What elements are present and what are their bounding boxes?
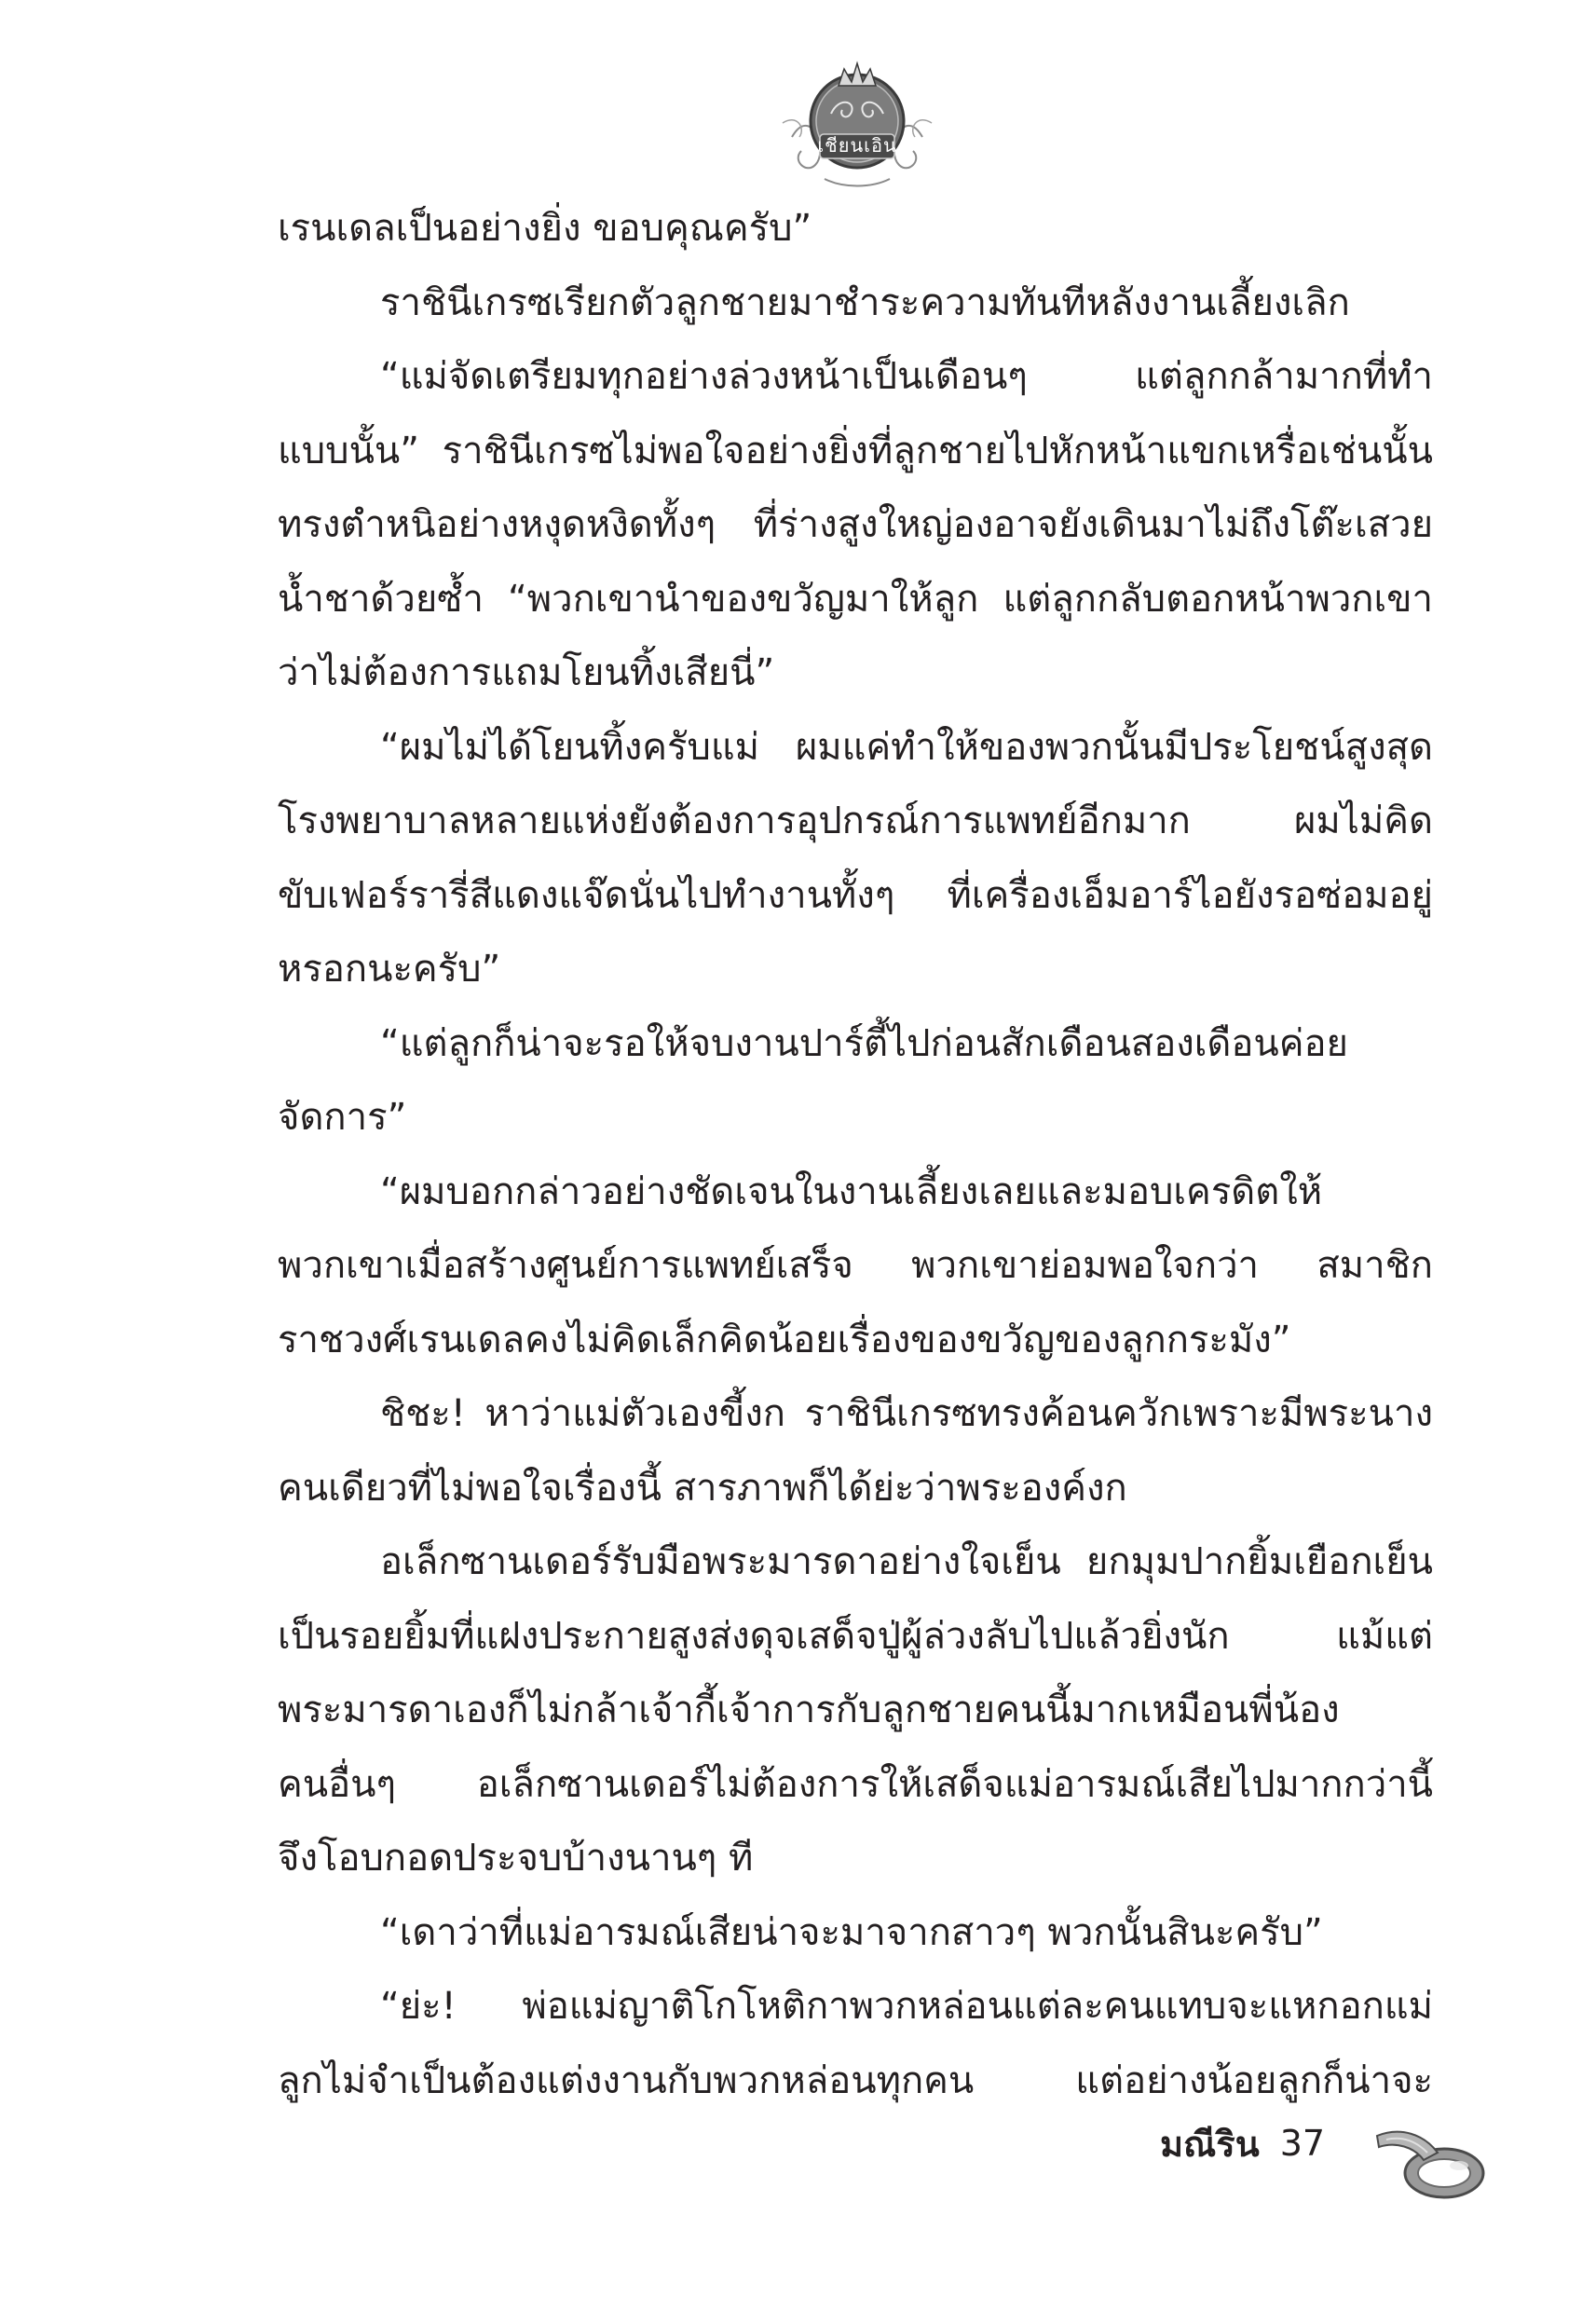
text-line: ทรงตำหนิอย่างหงุดหงิดทั้งๆ ที่ร่างสูงใหญ่องอาจยังเดินมาไม่ถึงโต๊ะเสวย: [278, 503, 1433, 546]
page-number: 37: [1279, 2123, 1326, 2164]
emblem-text: เชียนเอิน: [817, 134, 897, 157]
text-line: แบบนั้น” ราชินีเกรซไม่พอใจอย่างยิ่งที่ลูกชายไปหักหน้าแขกเหรื่อเช่นนั้น: [278, 429, 1433, 472]
text-line: ราชินีเกรซเรียกตัวลูกชายมาชำระความทันทีหลังงานเลี้ยงเลิก: [380, 280, 1350, 324]
text-line: โรงพยาบาลหลายแห่งยังต้องการอุปกรณ์การแพทย์อีกมาก ผมไม่คิด: [278, 800, 1433, 842]
decorative-crest-icon: [773, 48, 941, 188]
ring-ornament-icon: [1358, 2108, 1498, 2210]
text-line: ว่าไม่ต้องการแถมโยนทิ้งเสียนี่”: [278, 651, 775, 694]
body-text: [278, 192, 1433, 2118]
text-line: จัดการ”: [278, 1096, 407, 1139]
footer-title: มณีริน: [1160, 2123, 1260, 2165]
text-line: คนอื่นๆ อเล็กซานเดอร์ไม่ต้องการให้เสด็จแม่อารมณ์เสียไปมากกว่านี้: [278, 1762, 1433, 1806]
text-line: “ผมไม่ได้โยนทิ้งครับแม่ ผมแค่ทำให้ของพวกนั้นมีประโยชน์สูงสุด: [380, 725, 1433, 769]
text-line: ชิชะ! หาว่าแม่ตัวเองขี้งก ราชินีเกรซทรงค้อนควักเพราะมีพระนาง: [380, 1392, 1433, 1435]
text-line: ขับเฟอร์รารี่สีแดงแจ๊ดนั่นไปทำงานทั้งๆ ที่เครื่องเอ็มอาร์ไอยังรอซ่อมอยู่: [278, 873, 1433, 917]
text-line: จึงโอบกอดประจบบ้างนานๆ ที: [278, 1837, 754, 1880]
text-line: “แม่จัดเตรียมทุกอย่างล่วงหน้าเป็นเดือนๆ แต่ลูกกล้ามากที่ทำ: [380, 355, 1433, 398]
text-line: เป็นรอยยิ้มที่แฝงประกายสูงส่งดุจเสด็จปู่ผู้ล่วงลับไปแล้วยิ่งนัก แม้แต่: [278, 1614, 1433, 1658]
text-line: เรนเดลเป็นอย่างยิ่ง ขอบคุณครับ”: [278, 207, 812, 250]
text-line: หรอกนะครับ”: [278, 948, 501, 991]
text-line: “เดาว่าที่แม่อารมณ์เสียน่าจะมาจากสาวๆ พวกนั้นสินะครับ”: [380, 1910, 1323, 1954]
text-line: อเล็กซานเดอร์รับมือพระมารดาอย่างใจเย็น ยกมุมปากยิ้มเยือกเย็น: [380, 1540, 1433, 1583]
text-line: พระมารดาเองก็ไม่กล้าเจ้ากี้เจ้าการกับลูกชายคนนี้มากเหมือนพี่น้อง: [278, 1689, 1340, 1731]
text-line: “ผมบอกกล่าวอย่างชัดเจนในงานเลี้ยงเลยและมอบเครดิตให้: [380, 1169, 1323, 1213]
text-line: น้ำชาด้วยซ้ำ “พวกเขานำของขวัญมาให้ลูก แต่ลูกกลับตอกหน้าพวกเขา: [278, 577, 1433, 621]
text-line: “ย่ะ! พ่อแม่ญาติโกโหติกาพวกหล่อนแต่ละคนแทบจะแหกอกแม่: [380, 1985, 1433, 2028]
text-line: “แต่ลูกก็น่าจะรอให้จบงานปาร์ตี้ไปก่อนสักเดือนสองเดือนค่อย: [380, 1021, 1348, 1065]
text-line: ราชวงศ์เรนเดลคงไม่คิดเล็กคิดน้อยเรื่องของขวัญของลูกกระมัง”: [278, 1318, 1291, 1361]
text-line: ลูกไม่จำเป็นต้องแต่งงานกับพวกหล่อนทุกคน แต่อย่างน้อยลูกก็น่าจะ: [278, 2058, 1433, 2102]
text-line: คนเดียวที่ไม่พอใจเรื่องนี้ สารภาพก็ได้ย่ะว่าพระองค์งก: [278, 1466, 1127, 1510]
page-footer: [1160, 2115, 1325, 2171]
text-line: พวกเขาเมื่อสร้างศูนย์การแพทย์เสร็จ พวกเขาย่อมพอใจกว่า สมาชิก: [278, 1244, 1433, 1287]
